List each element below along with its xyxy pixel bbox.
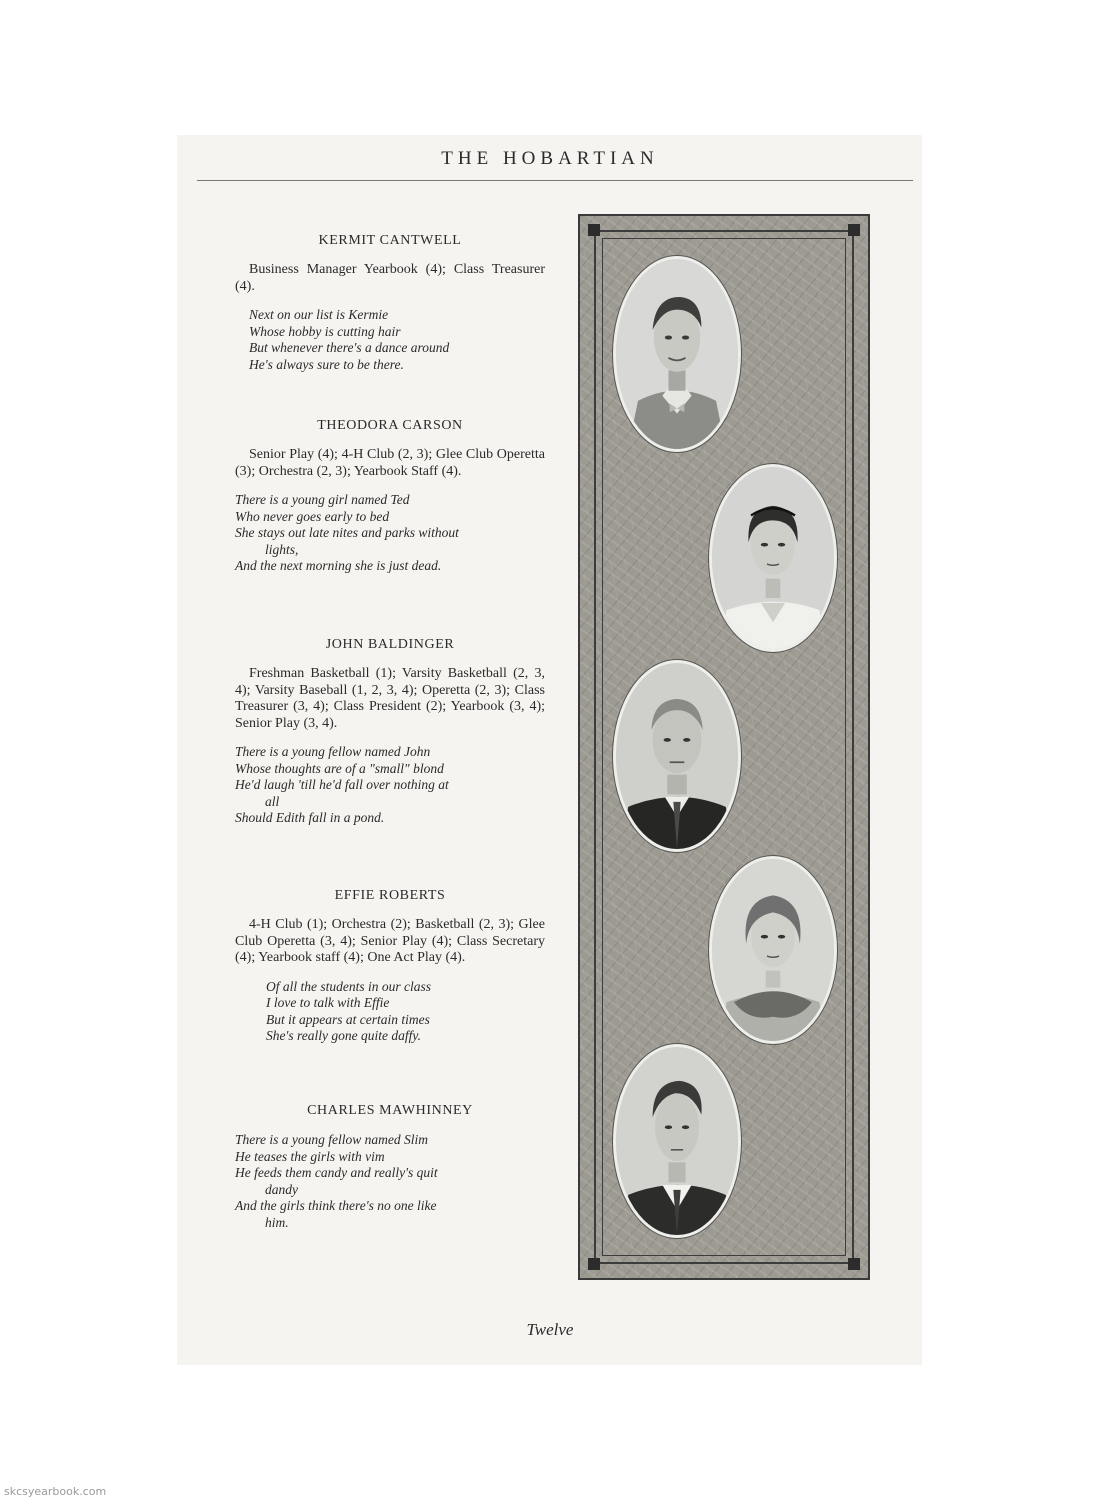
frame-corner <box>588 224 600 236</box>
portrait-photo-john <box>613 660 741 852</box>
poem-line: There is a young fellow named John <box>235 744 431 759</box>
student-poem <box>235 1132 545 1231</box>
poem-line: Next on our list is Kermie <box>249 307 389 322</box>
poem-line: Should Edith fall in a pond. <box>235 810 385 825</box>
entry-john-baldinger <box>235 637 545 827</box>
student-poem <box>235 307 545 373</box>
poem-line: I love to talk with Effie <box>266 995 390 1010</box>
page-number: Twelve <box>526 1320 574 1339</box>
student-name: EFFIE ROBERTS <box>334 888 446 903</box>
student-poem <box>235 979 545 1045</box>
entry-charles-mawhinney <box>235 1103 545 1231</box>
portrait-photo-theodora <box>709 464 837 652</box>
photo-panel <box>578 214 870 1280</box>
poem-line: There is a young fellow named Slim <box>235 1132 428 1147</box>
poem-line: He's always sure to be there. <box>249 356 404 372</box>
poem-line: all <box>265 793 280 809</box>
student-activities: 4-H Club (1); Orchestra (2); Basketball (2, 3); Glee Club Operetta (3, 4); Senior Play (4); Class Secretary (4); Yearbook staff (4); One Act Play (4). <box>235 917 545 965</box>
frame-corner <box>848 224 860 236</box>
student-name: KERMIT CANTWELL <box>318 233 462 248</box>
poem-line: But it appears at certain times <box>266 1011 430 1027</box>
entry-kermit-cantwell <box>235 233 545 373</box>
frame-corner <box>588 1258 600 1270</box>
student-name: JOHN BALDINGER <box>325 637 455 652</box>
entry-theodora-carson <box>235 418 545 575</box>
header-rule <box>197 180 913 181</box>
frame-corner <box>848 1258 860 1270</box>
student-poem <box>235 492 545 575</box>
poem-line: Who never goes early to bed <box>235 508 390 524</box>
page-header: THE HOBARTIAN <box>441 148 659 169</box>
student-name: CHARLES MAWHINNEY <box>307 1103 473 1118</box>
poem-line: Of all the students in our class <box>266 978 431 994</box>
poem-line: He'd laugh 'till he'd fall over nothing at <box>235 777 449 792</box>
student-name: THEODORA CARSON <box>317 418 463 433</box>
poem-line: Whose thoughts are of a "small" blond <box>235 760 444 776</box>
poem-line: Whose hobby is cutting hair <box>249 323 401 339</box>
portrait-photo-effie <box>709 856 837 1044</box>
poem-line: She stays out late nites and parks without <box>235 525 459 540</box>
student-activities: Business Manager Yearbook (4); Class Treasurer (4). <box>235 262 545 294</box>
poem-line: There is a young girl named Ted <box>235 492 410 507</box>
poem-line: And the next morning she is just dead. <box>235 558 442 573</box>
poem-line: dandy <box>265 1181 298 1197</box>
poem-line: him. <box>265 1214 289 1230</box>
watermark: skcsyearbook.com <box>4 1485 107 1498</box>
poem-line: And the girls think there's no one like <box>235 1198 437 1213</box>
poem-line: lights, <box>265 541 299 557</box>
poem-line: But whenever there's a dance around <box>249 340 450 355</box>
portrait-photo-kermit <box>613 256 741 452</box>
poem-line: He feeds them candy and really's quit <box>235 1165 438 1180</box>
portrait-photo-charles <box>613 1044 741 1238</box>
student-activities: Senior Play (4); 4-H Club (2, 3); Glee Club Operetta (3); Orchestra (2, 3); Yearbook Staff (4). <box>235 447 545 479</box>
student-activities: Freshman Basketball (1); Varsity Basketball (2, 3, 4); Varsity Baseball (1, 2, 3, 4); Operetta (2, 3); Class Treasurer (3, 4); Class President (2); Yearbook (3, 4); Senior Play (3, 4). <box>235 666 545 731</box>
student-poem <box>235 744 545 827</box>
poem-line: She's really gone quite daffy. <box>266 1028 421 1043</box>
poem-line: He teases the girls with vim <box>235 1148 385 1164</box>
entry-effie-roberts <box>235 888 545 1045</box>
